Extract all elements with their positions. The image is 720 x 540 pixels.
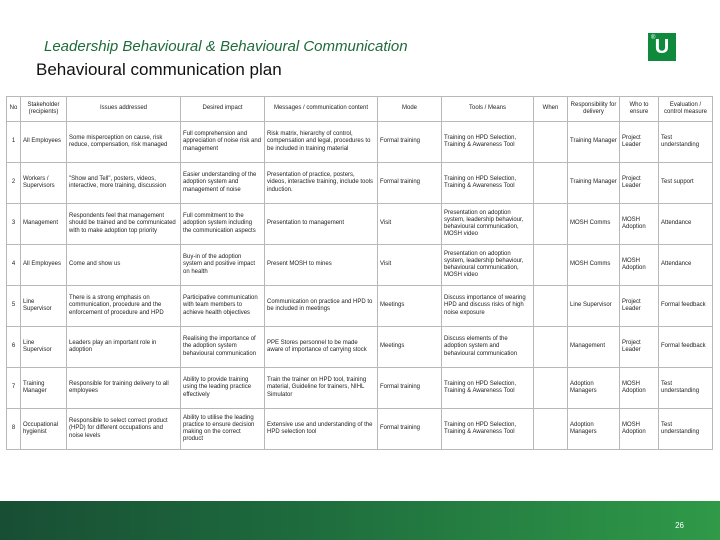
table-cell: Line Supervisor: [21, 286, 67, 327]
table-cell: Line Supervisor: [21, 327, 67, 368]
company-logo: [648, 33, 676, 61]
table-cell: Visit: [378, 204, 442, 245]
table-cell: Training Manager: [568, 163, 620, 204]
table-cell: Training on HPD Selection, Training & Awareness Tool: [442, 409, 534, 450]
table-cell: Communication on practice and HPD to be included in meetings: [265, 286, 378, 327]
logo-registered-mark: ®: [651, 35, 656, 41]
column-header: Messages / communication content: [265, 97, 378, 122]
table-cell: Responsible to select correct product (HPD) for different occupations and noise levels: [67, 409, 181, 450]
table-cell: Formal feedback: [659, 286, 713, 327]
table-cell: Easier understanding of the adoption system and management of noise: [181, 163, 265, 204]
table-cell: Responsible for training delivery to all employees: [67, 368, 181, 409]
table-cell: MOSH Adoption: [620, 368, 659, 409]
table-cell: 2: [7, 163, 21, 204]
table-cell: 8: [7, 409, 21, 450]
table-cell: [534, 368, 568, 409]
table-cell: Formal training: [378, 368, 442, 409]
logo-letter: U: [654, 35, 670, 58]
table-cell: Line Supervisor: [568, 286, 620, 327]
page-subtitle: Behavioural communication plan: [36, 60, 282, 79]
table-row: [7, 204, 713, 245]
table-row: [7, 122, 713, 163]
table-cell: Project Leader: [620, 327, 659, 368]
table-cell: 5: [7, 286, 21, 327]
table-cell: 4: [7, 245, 21, 286]
table-cell: Ability to utilise the leading practice to ensure decision making on the correct product: [181, 409, 265, 450]
table-cell: MOSH Comms: [568, 245, 620, 286]
table-row: [7, 163, 713, 204]
table-cell: Respondents feel that management should be trained and be communicated with to make adoption top priority: [67, 204, 181, 245]
table-cell: [534, 286, 568, 327]
table-cell: 1: [7, 122, 21, 163]
table-cell: Workers / Supervisors: [21, 163, 67, 204]
table-cell: Test understanding: [659, 368, 713, 409]
header-title: Leadership Behavioural & Behavioural Communication: [44, 38, 408, 55]
table-cell: Come and show us: [67, 245, 181, 286]
table-cell: Training Manager: [568, 122, 620, 163]
table-row: [7, 368, 713, 409]
table-cell: Meetings: [378, 327, 442, 368]
table-cell: MOSH Adoption: [620, 409, 659, 450]
table-cell: Train the trainer on HPD tool, training material, Guideline for trainers, NIHL Simulator: [265, 368, 378, 409]
table-cell: Leaders play an important role in adoption: [67, 327, 181, 368]
column-header: No: [7, 97, 21, 122]
table-cell: Ability to provide training using the leading practice effectively: [181, 368, 265, 409]
table-body: [7, 122, 713, 450]
column-header: Issues addressed: [67, 97, 181, 122]
table-cell: Formal training: [378, 409, 442, 450]
table-cell: Discuss elements of the adoption system and behavioural communication: [442, 327, 534, 368]
table-cell: All Employees: [21, 245, 67, 286]
table-cell: Project Leader: [620, 163, 659, 204]
table-cell: Training on HPD Selection, Training & Awareness Tool: [442, 163, 534, 204]
column-header: When: [534, 97, 568, 122]
communication-plan-table-container: [6, 96, 712, 450]
table-cell: "Show and Tell", posters, videos, interactive, more training, discussion: [67, 163, 181, 204]
table-cell: 7: [7, 368, 21, 409]
table-cell: MOSH Comms: [568, 204, 620, 245]
table-cell: 6: [7, 327, 21, 368]
table-header-row: [7, 97, 713, 122]
table-cell: [534, 409, 568, 450]
column-header: Evaluation / control measure: [659, 97, 713, 122]
table-cell: [534, 122, 568, 163]
table-cell: MOSH Adoption: [620, 204, 659, 245]
table-cell: Training on HPD Selection, Training & Awareness Tool: [442, 122, 534, 163]
table-cell: [534, 204, 568, 245]
table-cell: Training Manager: [21, 368, 67, 409]
table-cell: Project Leader: [620, 286, 659, 327]
table-cell: There is a strong emphasis on communication, procedure and the enforcement of procedure and HPD: [67, 286, 181, 327]
communication-plan-table: [6, 96, 713, 450]
table-cell: Adoption Managers: [568, 368, 620, 409]
table-cell: Presentation to management: [265, 204, 378, 245]
table-cell: Presentation on adoption system, leadership behaviour, behavioural communication, MOSH video: [442, 204, 534, 245]
table-cell: PPE Stores personnel to be made aware of importance of carrying stock: [265, 327, 378, 368]
footer-bar: [0, 501, 720, 540]
table-cell: Presentation on adoption system, leadership behaviour, behavioural communication, MOSH video: [442, 245, 534, 286]
column-header: Mode: [378, 97, 442, 122]
table-cell: Formal feedback: [659, 327, 713, 368]
table-cell: Occupational hygienist: [21, 409, 67, 450]
table-cell: Buy-in of the adoption system and positive impact on health: [181, 245, 265, 286]
column-header: Desired impact: [181, 97, 265, 122]
table-cell: Formal training: [378, 163, 442, 204]
table-cell: Extensive use and understanding of the HPD selection tool: [265, 409, 378, 450]
table-cell: Present MOSH to mines: [265, 245, 378, 286]
table-cell: Full comprehension and appreciation of noise risk and management: [181, 122, 265, 163]
page-number: 26: [675, 521, 684, 530]
table-cell: Risk matrix, hierarchy of control, compensation and legal, procedures to be included in training material: [265, 122, 378, 163]
table-cell: Project Leader: [620, 122, 659, 163]
table-row: [7, 327, 713, 368]
table-cell: Test support: [659, 163, 713, 204]
table-cell: Training on HPD Selection, Training & Awareness Tool: [442, 368, 534, 409]
table-cell: Full commitment to the adoption system including the communication aspects: [181, 204, 265, 245]
table-cell: [534, 245, 568, 286]
table-cell: Management: [568, 327, 620, 368]
table-cell: Discuss importance of wearing HPD and discuss risks of high noise exposure: [442, 286, 534, 327]
table-cell: MOSH Adoption: [620, 245, 659, 286]
column-header: Tools / Means: [442, 97, 534, 122]
table-row: [7, 245, 713, 286]
table-cell: 3: [7, 204, 21, 245]
table-cell: Attendance: [659, 245, 713, 286]
table-cell: Meetings: [378, 286, 442, 327]
table-cell: Participative communication with team members to achieve health objectives: [181, 286, 265, 327]
table-cell: Test understanding: [659, 122, 713, 163]
column-header: Responsibility for delivery: [568, 97, 620, 122]
table-cell: Visit: [378, 245, 442, 286]
column-header: Stakeholder (recipients): [21, 97, 67, 122]
table-cell: All Employees: [21, 122, 67, 163]
table-cell: Presentation of practice, posters, videos, interactive training, include tools induction.: [265, 163, 378, 204]
table-cell: Management: [21, 204, 67, 245]
table-cell: Adoption Managers: [568, 409, 620, 450]
table-row: [7, 286, 713, 327]
table-cell: Attendance: [659, 204, 713, 245]
table-cell: Realising the importance of the adoption system behavioural communication: [181, 327, 265, 368]
table-cell: Formal training: [378, 122, 442, 163]
table-cell: Some misperception on cause, risk reduce, compensation, risk managed: [67, 122, 181, 163]
table-cell: Test understanding: [659, 409, 713, 450]
column-header: Who to ensure: [620, 97, 659, 122]
table-cell: [534, 327, 568, 368]
table-cell: [534, 163, 568, 204]
table-row: [7, 409, 713, 450]
